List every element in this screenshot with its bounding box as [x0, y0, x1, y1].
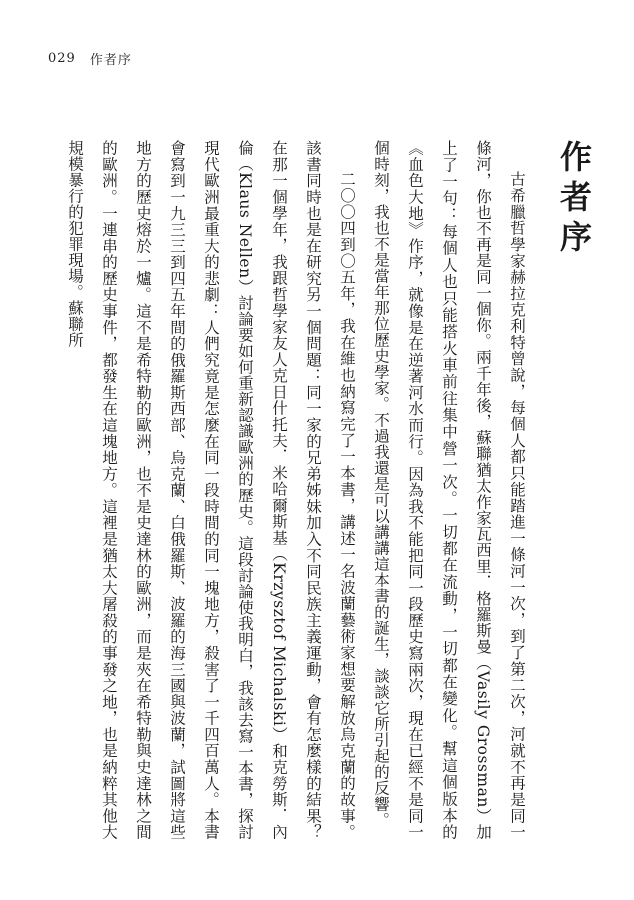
paragraph: 古希臘哲學家赫拉克利特曾說，每個人都只能踏進一條河一次，到了第二次，河就不再是同一條河，你也不再是同一個你。兩千年後，蘇聯猶太作家瓦西里．格羅斯曼（Vasily Grossman）加上了一句：每個人也只能搭火車前往集中營一次。一切都在流動，一切都在變化。幫這個版本的《血色大地》作序，就像是在逆著河水而行。因為我不能把同一段歷史寫兩次，現在已經不是同一個時刻，我也不是當年那位歷史學家。不過我還是可以講講這本書的誕生，談談它所引起的反響。 [372, 140, 526, 840]
page-number: 029 [48, 50, 76, 66]
running-title: 作者序 [89, 52, 132, 68]
paragraph: 二〇〇四到〇五年，我在維也納寫完了一本書，講述一名波蘭藝術家想要解放烏克蘭的故事。該書同時也是在研究另一個問題：同一家的兄弟姊妹加入不同民族主義運動，會有怎麼樣的結果？在那一個學年，我跟哲學家友人克日什托夫．米哈爾斯基（Krzysztof Michalski）和克勞斯．內倫（Klaus Nellen）討論要如何重新認識歐洲的歷史。這段討論使我明白，我該去寫一本書，探討現代歐洲最重大的悲劇：人們究竟是怎麼在同一段時間的同一塊地方，殺害了一千四百萬人。本書會寫到一九三三到四五年間的俄羅斯西部、烏克蘭、白俄羅斯、波羅的海三國與波蘭，試圖將這些地方的歷史熔於一爐。這不是希特勒的歐洲，也不是史達林的歐洲，而是夾在希特勒與史達林之間的歐洲。一連串的歷史事件，都發生在這塊地方。這裡是猶太大屠殺的事發之地，也是納粹其他大規模暴行的犯罪現場。蘇聯所 [66, 140, 356, 840]
body-text [44, 140, 534, 840]
chapter-title: 作者序 [555, 140, 593, 260]
running-header [48, 48, 132, 68]
